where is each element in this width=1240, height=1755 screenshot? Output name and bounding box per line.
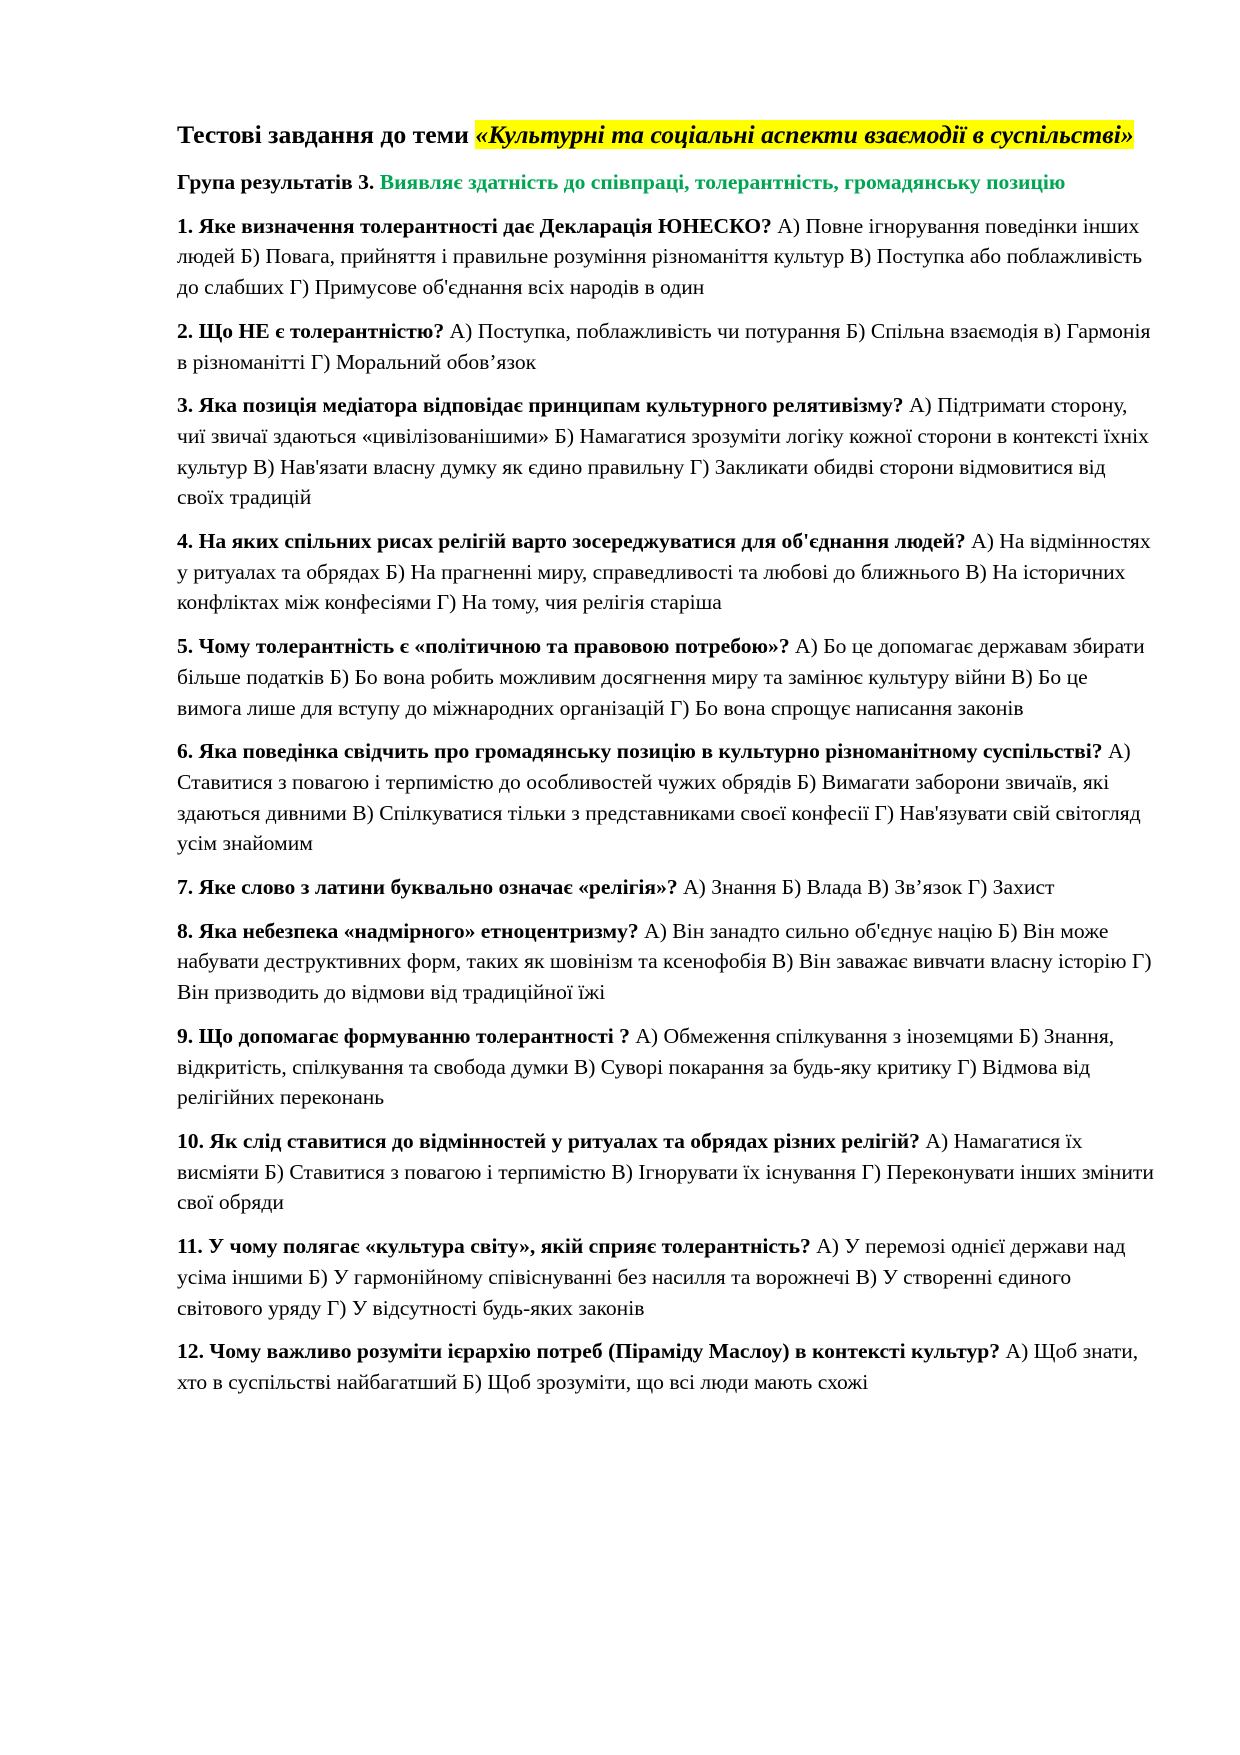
question-item [177,526,1155,618]
question-item [177,1336,1155,1397]
answer-options: А) Повне ігнорування поведінки інших людей Б) Повага, прийняття і правильне розуміння різноманіття культур В) Поступка або поблажливість до слабших Г) Примусове об'єднання всіх народів в один [177,213,1143,300]
question-item [177,1231,1155,1323]
document-page [177,118,1155,1411]
answer-options: А) На відмінностях у ритуалах та обрядах Б) На прагненні миру, справедливості та любові до ближнього В) На історичних конфліктах між конфесіями Г) На тому, чия релігія старіша [177,529,1151,615]
group-description: Виявляє здатність до співпраці, толерантність, громадянську позицію [379,170,1066,194]
answer-options: А) Бо це допомагає державам збирати більше податків Б) Бо вона робить можливим досягнення миру та замінює культуру війни В) Бо це вимога лише для вступу до міжнародних організацій Г) Бо вона спрощує написання законів [177,634,1145,720]
question-item [177,736,1155,859]
document-title [177,118,1155,152]
question-text: 4. На яких спільних рисах релігій варто зосереджуватися для об'єднання людей? [177,529,966,554]
answer-options: А) Знання Б) Влада В) Зв’язок Г) Захист [677,875,1055,900]
question-item [177,872,1155,903]
answer-options: А) У перемозі однієї держави над усіма іншими Б) У гармонійному співіснуванні без насилля та ворожнечі В) У створенні єдиного світового уряду Г) У відсутності будь-яких законів [177,1234,1126,1320]
question-text: 11. У чому полягає «культура світу», якій сприяє толерантність? [177,1234,811,1259]
question-text: 1. Яке визначення толерантності дає Декларація ЮНЕСКО? [177,213,772,238]
question-item [177,316,1155,377]
results-group-heading [177,167,1155,198]
question-text: 12. Чому важливо розуміти ієрархію потреб (Піраміду Маслоу) в контексті культур? [177,1339,1001,1364]
answer-options: А) Він занадто сильно об'єднує націю Б) Він може набувати деструктивних форм, таких як шовінізм та ксенофобія В) Він заважає вивчати власну історію Г) Він призводить до відмови від традиційної їжі [177,918,1152,1005]
question-item [177,211,1155,303]
question-text: 2. Що НЕ є толерантністю? [177,318,445,343]
question-text: 10. Як слід ставитися до відмінностей у ритуалах та обрядах різних релігій? [177,1128,920,1153]
question-text: 9. Що допомагає формуванню толерантності ? [177,1023,630,1048]
question-item [177,390,1155,513]
answer-options: А) Обмеження спілкування з іноземцями Б) Знання, відкритість, спілкування та свобода думки В) Суворі покарання за будь-яку критику Г) Відмова від релігійних переконань [177,1023,1115,1110]
question-item [177,1021,1155,1113]
group-label: Група результатів 3. [177,170,380,194]
question-item [177,631,1155,723]
answer-options: А) Щоб знати, хто в суспільстві найбагатший Б) Щоб зрозуміти, що всі люди мають схожі [177,1339,1139,1394]
answer-options: А) Намагатися їх висміяти Б) Ставитися з повагою і терпимістю В) Ігнорувати їх існування Г) Переконувати інших змінити свої обряди [177,1128,1154,1215]
question-text: 6. Яка поведінка свідчить про громадянську позицію в культурно різноманітному суспільстві? [177,739,1103,764]
title-prefix: Тестові завдання до теми [177,120,476,149]
question-text: 8. Яка небезпека «надмірного» етноцентризму? [177,918,639,943]
title-topic-highlighted: «Культурні та соціальні аспекти взаємодії в суспільстві» [475,120,1134,149]
question-item [177,1126,1155,1218]
question-text: 7. Яке слово з латини буквально означає «релігія»? [177,875,678,900]
answer-options: А) Поступка, поблажливість чи потурання Б) Спільна взаємодія в) Гармонія в різноманітті Г) Моральний обов’язок [177,318,1151,374]
question-item [177,916,1155,1008]
question-text: 3. Яка позиція медіатора відповідає принципам культурного релятивізму? [177,393,904,418]
question-text: 5. Чому толерантність є «політичною та правовою потребою»? [177,634,790,659]
answer-options: А) Підтримати сторону, чиї звичаї здаються «цивілізованішими» Б) Намагатися зрозуміти логіку кожної сторони в контексті їхніх культур В) Нав'язати власну думку як єдино правильну Г) Закликати обидві сторони відмовитися від своїх традицій [177,393,1149,510]
answer-options: А) Ставитися з повагою і терпимістю до особливостей чужих обрядів Б) Вимагати заборони звичаїв, які здаються дивними В) Спілкуватися тільки з представниками своєї конфесії Г) Нав'язувати свій світогляд усім знайомим [177,739,1141,856]
